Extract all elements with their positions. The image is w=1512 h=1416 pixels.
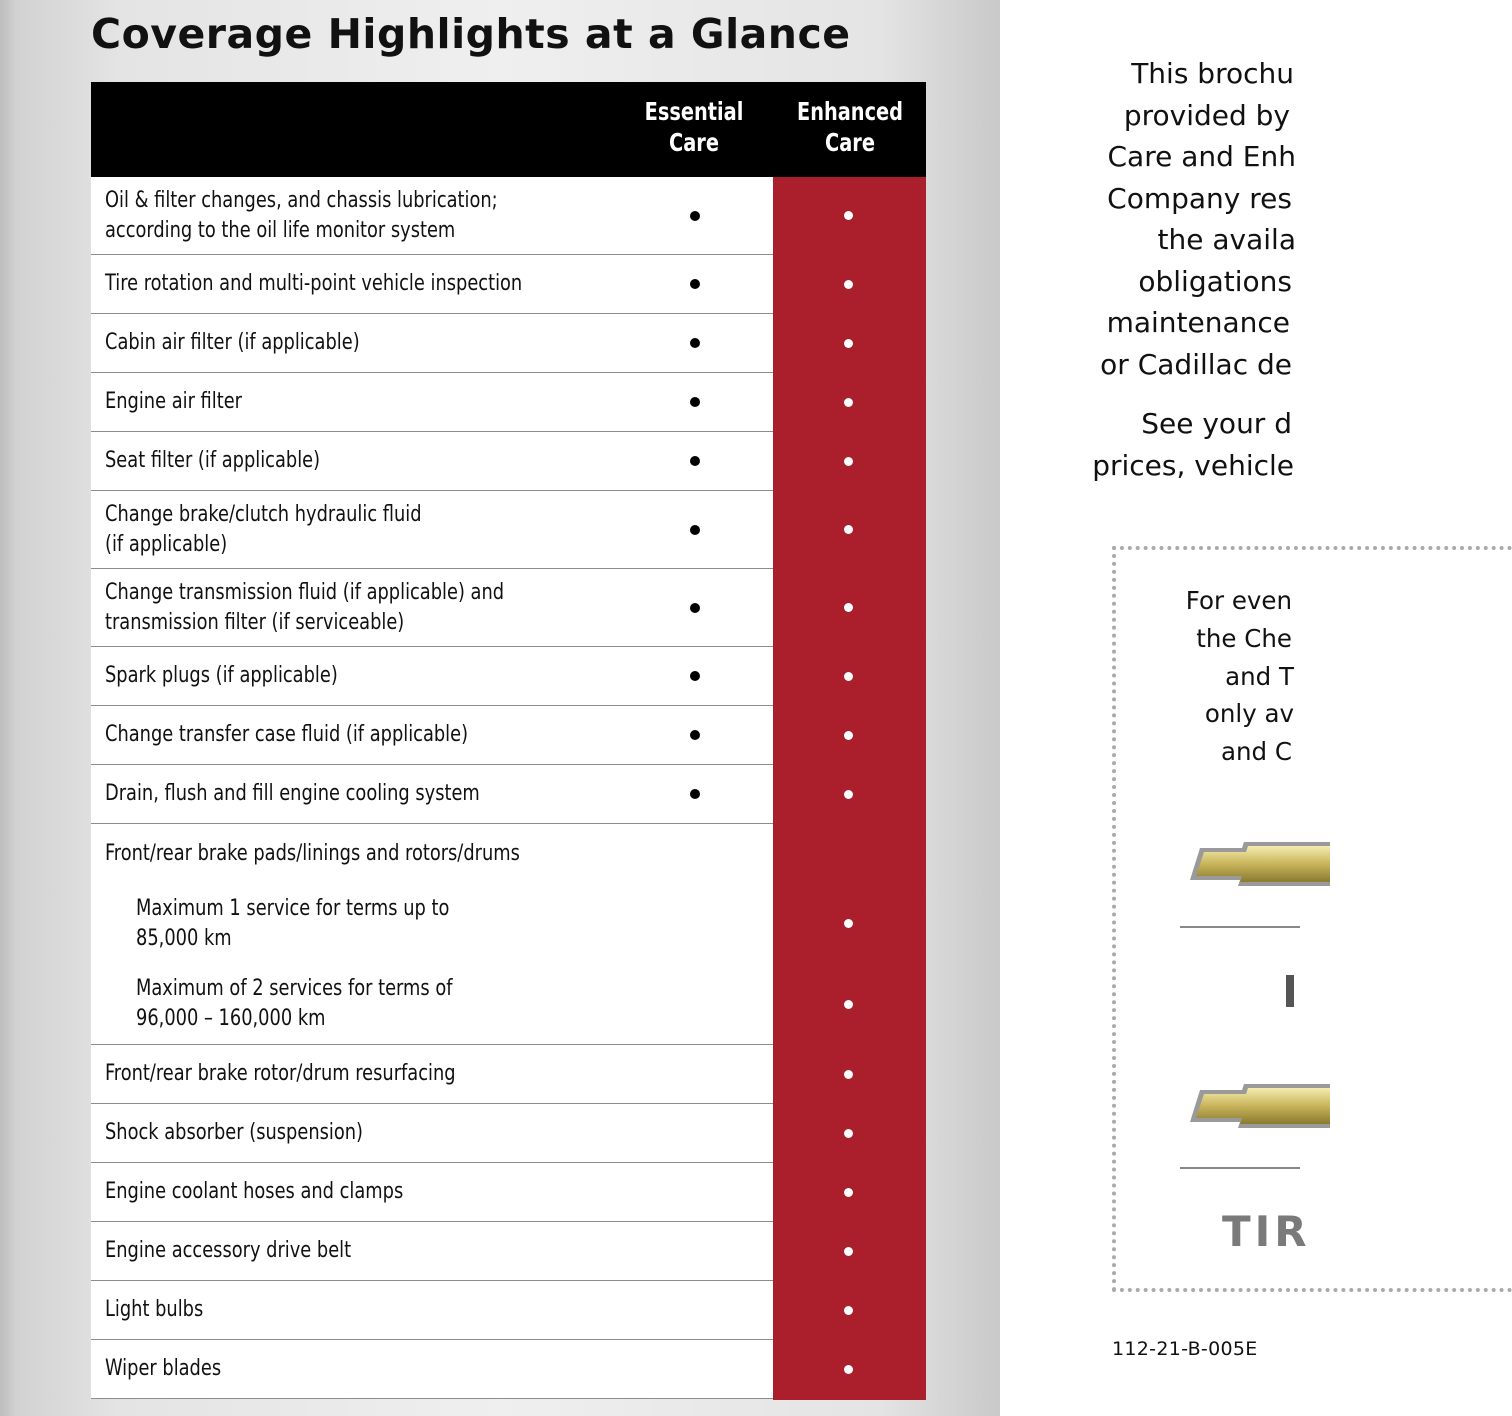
enhanced-included-bullet-icon xyxy=(844,211,853,220)
text-line: the Che xyxy=(1196,623,1292,653)
text-line: provided by xyxy=(1123,98,1290,132)
feature-text: Tire rotation and multi-point vehicle inspection xyxy=(105,271,523,296)
feature-text: Front/rear brake rotor/drum resurfacing xyxy=(105,1061,456,1086)
enhanced-included-bullet-icon xyxy=(844,525,853,534)
table-body xyxy=(91,177,926,1399)
divider-line xyxy=(1180,1167,1300,1169)
text-line: or Cadillac de xyxy=(1100,347,1292,381)
enhanced-care-cell xyxy=(773,824,926,885)
enhanced-included-bullet-icon xyxy=(844,790,853,799)
feature-text: Light bulbs xyxy=(105,1297,204,1322)
right-panel xyxy=(1000,0,1311,1416)
table-row xyxy=(91,569,926,647)
text-line: the availa xyxy=(1157,223,1296,256)
essential-included-bullet-icon xyxy=(690,279,700,289)
feature-text: Engine coolant hoses and clamps xyxy=(105,1179,404,1204)
table-row xyxy=(91,1045,926,1104)
feature-label xyxy=(105,1163,665,1221)
essential-included-bullet-icon xyxy=(690,211,700,221)
feature-label xyxy=(105,569,665,646)
table-header xyxy=(91,82,926,177)
table-row xyxy=(91,255,926,314)
table-row xyxy=(91,1340,926,1399)
feature-label xyxy=(105,824,665,883)
feature-text: Oil & filter changes, and chassis lubrication; according to the oil life monitor system xyxy=(105,187,498,243)
enhanced-included-bullet-icon xyxy=(844,672,853,681)
enhanced-included-bullet-icon xyxy=(844,731,853,740)
enhanced-included-bullet-icon xyxy=(844,603,853,612)
enhanced-included-bullet-icon xyxy=(844,919,853,928)
text-line: prices, vehicle xyxy=(1092,448,1294,482)
table-row xyxy=(91,883,926,964)
essential-included-bullet-icon xyxy=(690,525,700,535)
feature-text: Engine air filter xyxy=(105,389,242,414)
enhanced-included-bullet-icon xyxy=(844,1000,853,1009)
enhanced-included-bullet-icon xyxy=(844,1365,853,1374)
feature-label xyxy=(105,314,665,372)
essential-included-bullet-icon xyxy=(690,456,700,466)
essential-care-header: Essential Care xyxy=(644,97,744,157)
essential-included-bullet-icon xyxy=(690,671,700,681)
feature-text: Maximum of 2 services for terms of 96,000 – 160,000 km xyxy=(136,976,453,1031)
feature-text: Change brake/clutch hydraulic fluid (if applicable) xyxy=(105,501,422,557)
feature-label xyxy=(105,255,665,313)
feature-label xyxy=(136,883,696,964)
table-row xyxy=(91,491,926,569)
dotted-box xyxy=(1112,546,1512,1292)
enhanced-included-bullet-icon xyxy=(844,1129,853,1138)
feature-label xyxy=(105,706,665,764)
table-row xyxy=(91,964,926,1045)
feature-text: Maximum 1 service for terms up to 85,000 km xyxy=(136,895,450,951)
table-row xyxy=(91,177,926,255)
enhanced-included-bullet-icon xyxy=(844,280,853,289)
feature-text: Engine accessory drive belt xyxy=(105,1238,352,1263)
table-row xyxy=(91,647,926,706)
feature-label xyxy=(105,1104,665,1162)
essential-included-bullet-icon xyxy=(690,603,700,613)
essential-included-bullet-icon xyxy=(690,338,700,348)
feature-label xyxy=(105,765,665,823)
text-line: Care and Enh xyxy=(1107,140,1296,173)
feature-label xyxy=(105,647,665,705)
table-row xyxy=(91,1222,926,1281)
feature-text: Seat filter (if applicable) xyxy=(105,448,321,473)
enhanced-included-bullet-icon xyxy=(844,339,853,348)
enhanced-included-bullet-icon xyxy=(844,1247,853,1256)
tire-word: TIR xyxy=(1222,1207,1311,1256)
table-row xyxy=(91,1163,926,1222)
table-row xyxy=(91,824,926,883)
feature-label xyxy=(105,373,665,431)
document-code: 112-21-B-005E xyxy=(1112,1338,1258,1360)
table-row xyxy=(91,1104,926,1163)
enhanced-care-header: Enhanced Care xyxy=(796,97,904,157)
enhanced-included-bullet-icon xyxy=(844,457,853,466)
feature-text: Change transfer case fluid (if applicable) xyxy=(105,722,469,747)
text-line: only av xyxy=(1204,699,1294,729)
table-row xyxy=(91,314,926,373)
feature-text: Front/rear brake pads/linings and rotors/drums xyxy=(105,840,520,866)
logo-fragment xyxy=(1286,975,1294,1007)
text-line: and C xyxy=(1221,737,1292,767)
feature-text: Spark plugs (if applicable) xyxy=(105,663,338,688)
enhanced-included-bullet-icon xyxy=(844,1070,853,1079)
feature-label xyxy=(105,1281,665,1339)
enhanced-included-bullet-icon xyxy=(844,1306,853,1315)
table-row xyxy=(91,706,926,765)
coverage-table xyxy=(91,82,926,1399)
enhanced-included-bullet-icon xyxy=(844,1188,853,1197)
table-row xyxy=(91,765,926,824)
feature-text: Drain, flush and fill engine cooling system xyxy=(105,781,480,806)
feature-label xyxy=(105,491,665,568)
text-line: This brochu xyxy=(1131,57,1294,90)
feature-label xyxy=(105,432,665,490)
table-row xyxy=(91,432,926,491)
text-line: Company res xyxy=(1107,181,1292,215)
essential-included-bullet-icon xyxy=(690,789,700,799)
text-line: and T xyxy=(1225,661,1294,691)
text-line: obligations xyxy=(1138,264,1292,298)
table-row xyxy=(91,373,926,432)
chevrolet-bowtie-logo xyxy=(1190,840,1330,886)
text-line: maintenance xyxy=(1106,306,1290,339)
page-title: Coverage Highlights at a Glance xyxy=(91,10,851,58)
feature-label xyxy=(105,177,665,254)
feature-text: Shock absorber (suspension) xyxy=(105,1120,363,1145)
chevrolet-bowtie-logo xyxy=(1190,1082,1330,1128)
feature-label xyxy=(105,1340,665,1398)
feature-label xyxy=(136,964,696,1044)
feature-label xyxy=(105,1045,665,1103)
feature-text: Cabin air filter (if applicable) xyxy=(105,330,360,355)
feature-text: Wiper blades xyxy=(105,1356,222,1381)
feature-label xyxy=(105,1222,665,1280)
essential-included-bullet-icon xyxy=(690,730,700,740)
table-row xyxy=(91,1281,926,1340)
feature-text: Change transmission fluid (if applicable) and transmission filter (if serviceable) xyxy=(105,579,505,635)
essential-included-bullet-icon xyxy=(690,397,700,407)
divider-line xyxy=(1180,926,1300,928)
enhanced-included-bullet-icon xyxy=(844,398,853,407)
text-line: See your d xyxy=(1141,407,1292,440)
text-line: For even xyxy=(1185,586,1292,615)
